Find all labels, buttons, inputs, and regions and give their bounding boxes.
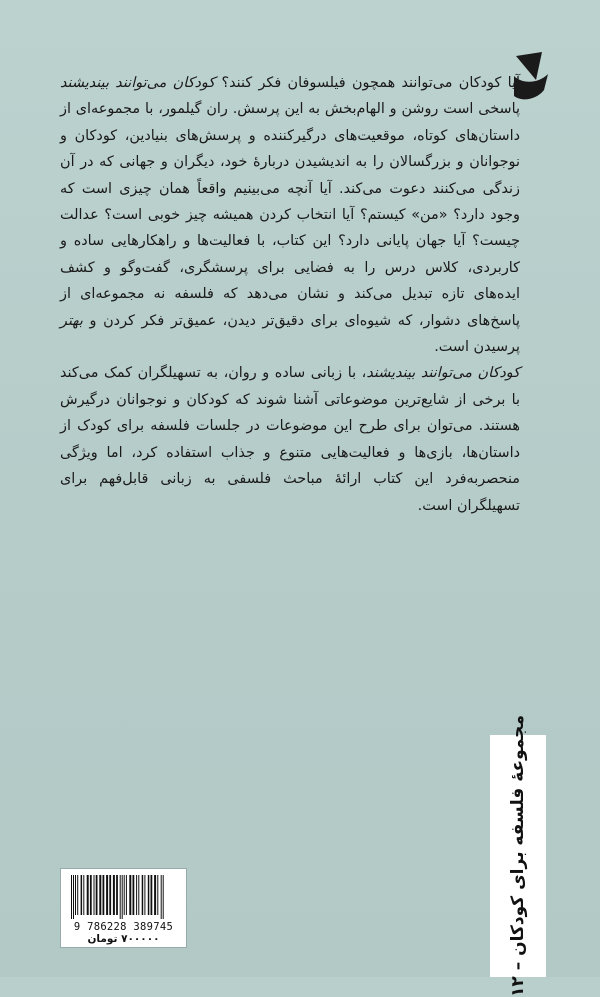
barcode-bar xyxy=(75,875,76,915)
description-text xyxy=(60,70,520,519)
barcode-bar xyxy=(87,875,89,915)
barcode-bar xyxy=(148,875,150,915)
barcode-bar xyxy=(116,875,118,915)
barcode-bar xyxy=(71,875,72,919)
book-title-italic: کودکان می‌توانند بیندیشند xyxy=(366,365,521,382)
barcode-bar xyxy=(109,875,111,915)
price-label: ۷۰۰۰۰۰ تومان xyxy=(87,933,160,945)
barcode-bar xyxy=(113,875,115,915)
barcode-bar xyxy=(126,875,127,915)
barcode-bar xyxy=(133,875,135,915)
barcode-bar xyxy=(144,875,145,915)
barcode-bar xyxy=(138,875,139,915)
emphasis-italic: بهتر xyxy=(60,312,83,329)
barcode-bar xyxy=(163,875,164,919)
barcode-bar xyxy=(122,875,123,919)
series-title: مجموعهٔ فلسفه برای کودکان – ۱۲ xyxy=(508,715,528,997)
barcode-bar xyxy=(103,875,105,915)
barcode-bar xyxy=(96,875,98,915)
barcode-bar xyxy=(124,875,125,915)
book-title-italic: کودکان می‌توانند بیندیشند xyxy=(60,75,216,91)
barcode-bar xyxy=(73,875,74,919)
barcode-bar xyxy=(94,875,95,915)
barcode-bar xyxy=(129,875,131,915)
description-paragraph-2: کودکان می‌توانند بیندیشند، با زبانی ساده و روان، به تسهیلگران کمک می‌کند با برخی از شایع‌ترین موضوعاتی آشنا شوند که کودکان و نوجوانان درگیرش هستند. می‌توان برای طرح این موضوعات در جلسات فلسفه برای کودک از داستان‌ها، بازی‌ها و فعالیت‌هایی متنوع و جذاب استفاده کرد، اما ویژگی منحصربه‌فرد این کتاب ارائهٔ مباحث فلسفی به زبانی قابل‌فهم برای تسهیلگران است. xyxy=(60,365,521,514)
isbn-digits: 9 786228 389745 xyxy=(73,921,174,933)
barcode-bar xyxy=(90,875,92,915)
barcode-bar xyxy=(99,875,101,915)
barcode-bar xyxy=(151,875,153,915)
barcode-bar xyxy=(120,875,121,919)
barcode-bar xyxy=(154,875,156,915)
barcode-bar xyxy=(142,875,144,915)
barcode-bar xyxy=(83,875,84,915)
barcode-bar xyxy=(157,875,158,915)
barcode-bar xyxy=(106,875,108,915)
barcode-label xyxy=(60,868,187,948)
barcode-bar xyxy=(161,875,162,919)
barcode-bar xyxy=(77,875,78,915)
description-paragraph-1: آیا کودکان می‌توانند همچون فیلسوفان فکر کنند؟ کودکان می‌توانند بیندیشند پاسخی است روشن و الهام‌بخش به این پرسش. ران گیلمور، با مجموعه‌ای از داستان‌های کوتاه، موقعیت‌های درگیرکننده و پرسش‌های بنیادین، کودکان و نوجوانان و بزرگسالان را به اندیشیدن دربارهٔ خود، دیگران و جهانی که در آن زندگی می‌کنند دعوت می‌کند. آیا آنچه می‌بینیم واقعاً همان چیزی است که وجود دارد؟ «من» کیستم؟ آیا انتخاب کردن همیشه چیز خوبی است؟ عدالت چیست؟ آیا جهان پایانی دارد؟ این کتاب، با فعالیت‌ها و راهکارهایی ساده و کاربردی، کلاس درس را به فضایی برای پرسشگری، گفت‌وگو و کشف ایده‌های تازه تبدیل می‌کند و نشان می‌دهد که فلسفه نه مجموعه‌ای از پاسخ‌های دشوار، که شیوه‌ای برای دقیق‌تر دیدن، عمیق‌تر فکر کردن و بهتر پرسیدن است. xyxy=(60,75,521,356)
barcode-icon xyxy=(69,875,179,919)
barcode-bar xyxy=(136,875,137,915)
barcode-bar xyxy=(81,875,83,915)
